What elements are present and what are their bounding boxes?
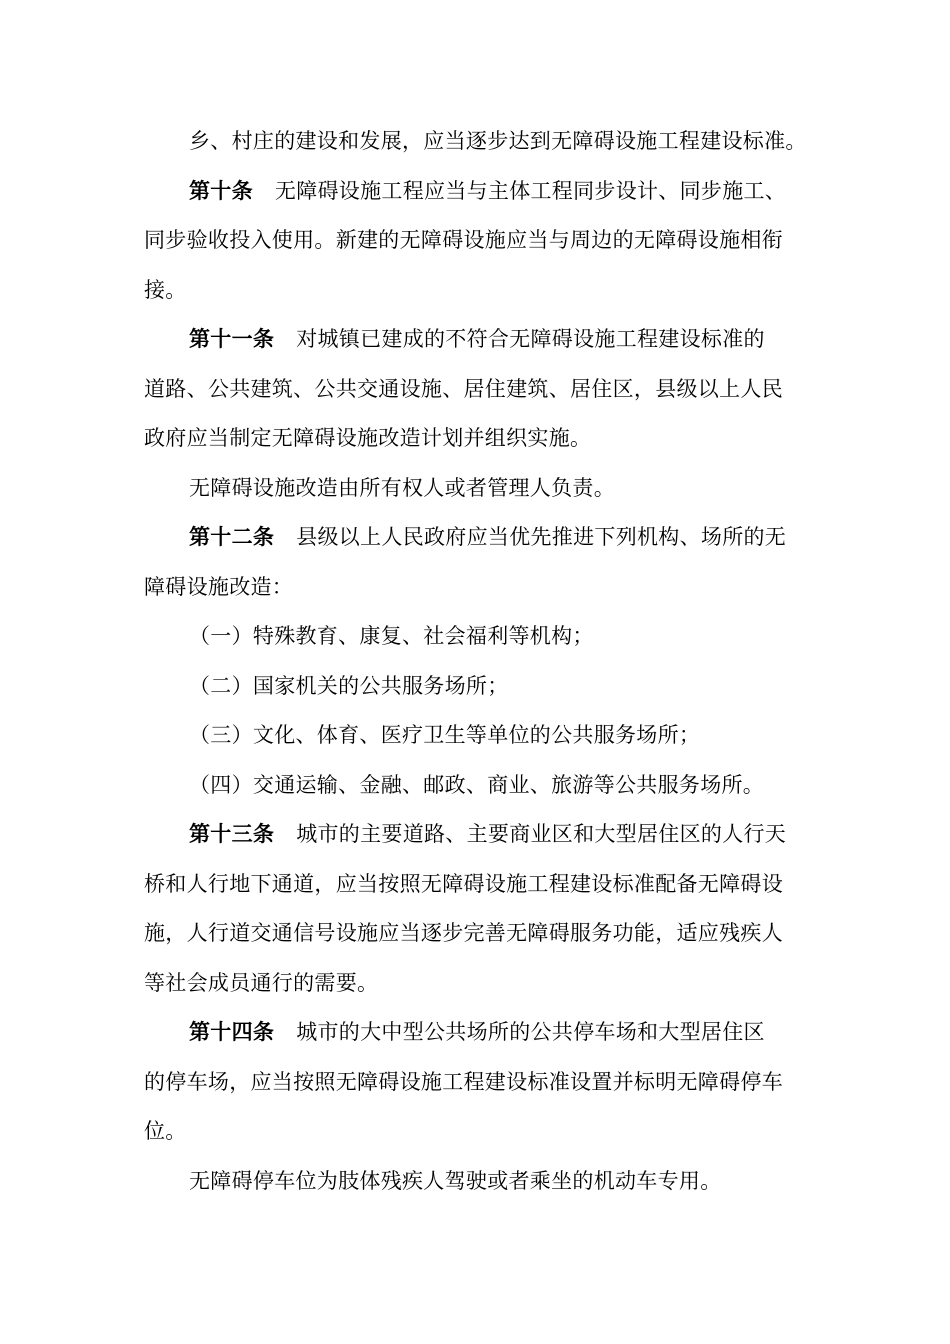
text-line [144,1107,814,1157]
line-text: （一）特殊教育、康复、社会福利等机构； [189,624,594,648]
line-text: 县级以上人民政府应当优先推进下列机构、场所的无 [296,525,787,549]
text-line [144,563,814,613]
article-10-line [144,167,814,217]
line-text: 无障碍停车位为肢体残疾人驾驶或者乘坐的机动车专用。 [189,1168,722,1193]
article-heading: 第十条 [189,178,253,203]
document-body [144,117,814,1206]
text-line [144,860,814,910]
line-text: 城市的大中型公共场所的公共停车场和大型居住区 [296,1020,765,1044]
line-text: 接。 [144,277,187,302]
line-text: 政府应当制定无障碍设施改造计划并组织实施。 [144,426,592,450]
line-text: 无障碍设施改造由所有权人或者管理人负责。 [189,475,615,500]
text-line [144,216,814,266]
text-line [144,1157,814,1207]
line-text: 的停车场，应当按照无障碍设施工程建设标准设置并标明无障碍停车 [144,1069,783,1094]
line-text: 等社会成员通行的需要。 [144,970,379,995]
line-text: （四）交通运输、金融、邮政、商业、旅游等公共服务场所。 [189,772,765,797]
line-text: 对城镇已建成的不符合无障碍设施工程建设标准的 [296,327,765,351]
text-line [144,117,814,167]
article-heading: 第十四条 [189,1020,275,1044]
text-line [144,365,814,415]
line-text: 桥和人行地下通道，应当按照无障碍设施工程建设标准配备无障碍设 [144,871,783,896]
line-text: （三）文化、体育、医疗卫生等单位的公共服务场所； [189,723,701,747]
article-14-line [144,1008,814,1058]
list-item [144,662,814,712]
article-12-line [144,513,814,563]
line-text: 城市的主要道路、主要商业区和大型居住区的人行天 [296,822,787,846]
line-text: 乡、村庄的建设和发展，应当逐步达到无障碍设施工程建设标准。 [189,129,807,153]
article-11-line [144,315,814,365]
line-text: 同步验收投入使用。新建的无障碍设施应当与周边的无障碍设施相衔 [144,228,783,252]
text-line [144,414,814,464]
list-item [144,761,814,811]
list-item [144,612,814,662]
text-line [144,909,814,959]
text-line [144,1058,814,1108]
article-13-line [144,810,814,860]
article-heading: 第十三条 [189,822,275,846]
article-heading: 第十一条 [189,327,275,351]
line-text: 障碍设施改造： [144,574,294,599]
line-text: 施，人行道交通信号设施应当逐步完善无障碍服务功能，适应残疾人 [144,921,783,945]
line-text: 无障碍设施工程应当与主体工程同步设计、同步施工、 [274,178,787,203]
text-line [144,959,814,1009]
line-text: （二）国家机关的公共服务场所； [189,673,509,698]
text-line [144,464,814,514]
list-item [144,711,814,761]
line-text: 位。 [144,1119,187,1143]
article-heading: 第十二条 [189,525,275,549]
text-line [144,266,814,316]
line-text: 道路、公共建筑、公共交通设施、居住建筑、居住区，县级以上人民 [144,376,783,401]
